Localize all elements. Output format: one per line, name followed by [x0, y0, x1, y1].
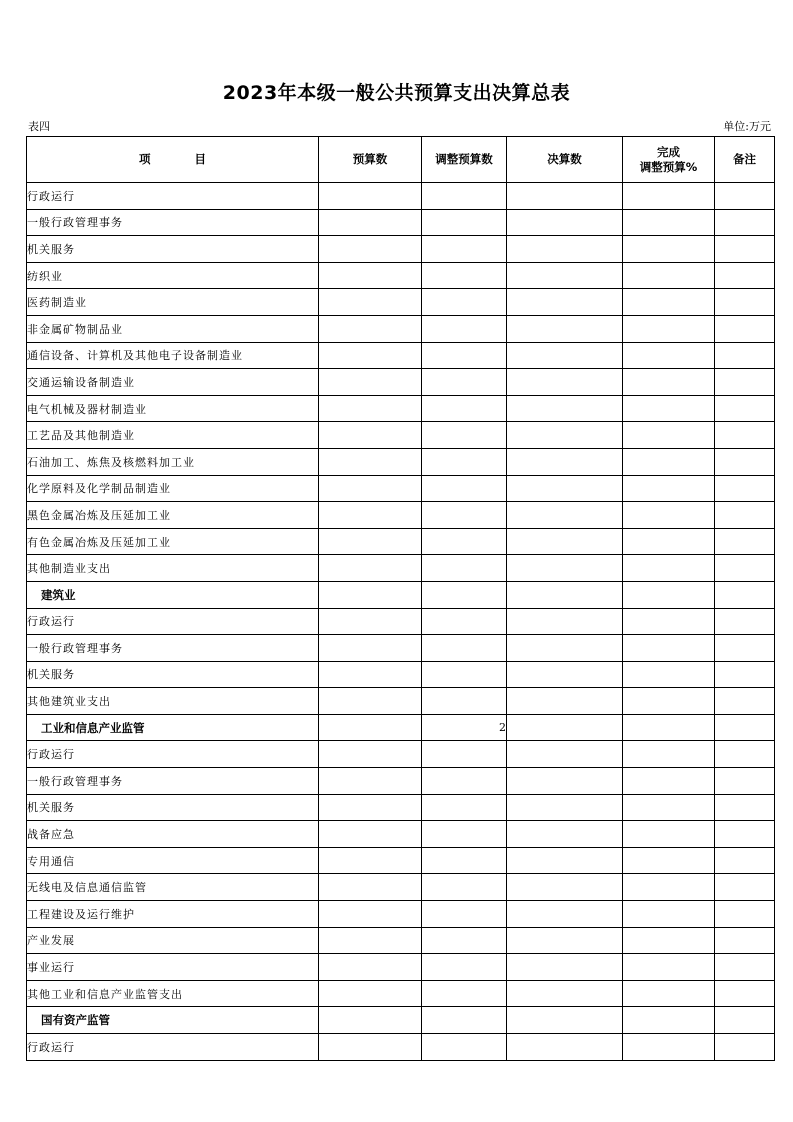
budget-cell	[319, 502, 422, 529]
completion-cell	[623, 183, 715, 210]
category-name: 工业和信息产业监管	[27, 714, 319, 741]
completion-cell	[623, 714, 715, 741]
completion-cell	[623, 741, 715, 768]
completion-cell	[623, 555, 715, 582]
table-row	[27, 741, 775, 768]
remarks-cell	[715, 901, 775, 928]
completion-cell	[623, 1007, 715, 1034]
item-name: 机关服务	[27, 794, 319, 821]
adjusted-budget-cell	[422, 794, 507, 821]
item-name: 一般行政管理事务	[27, 768, 319, 795]
remarks-cell	[715, 528, 775, 555]
budget-cell	[319, 608, 422, 635]
adjusted-budget-cell	[422, 1007, 507, 1034]
item-name: 其他建筑业支出	[27, 688, 319, 715]
budget-cell	[319, 475, 422, 502]
remarks-cell	[715, 369, 775, 396]
budget-cell	[319, 262, 422, 289]
remarks-cell	[715, 847, 775, 874]
budget-cell	[319, 688, 422, 715]
item-name: 专用通信	[27, 847, 319, 874]
adjusted-budget-cell	[422, 475, 507, 502]
item-name: 无线电及信息通信监管	[27, 874, 319, 901]
final-accounts-cell	[507, 635, 623, 662]
header-item-b: 目	[194, 152, 206, 166]
remarks-cell	[715, 821, 775, 848]
item-name: 工艺品及其他制造业	[27, 422, 319, 449]
final-accounts-cell	[507, 954, 623, 981]
completion-cell	[623, 980, 715, 1007]
final-accounts-cell	[507, 236, 623, 263]
final-accounts-cell	[507, 475, 623, 502]
adjusted-budget-cell	[422, 1034, 507, 1061]
remarks-cell	[715, 555, 775, 582]
table-row	[27, 954, 775, 981]
adjusted-budget-cell	[422, 688, 507, 715]
table-row	[27, 262, 775, 289]
final-accounts-cell	[507, 502, 623, 529]
completion-cell	[623, 794, 715, 821]
budget-cell	[319, 847, 422, 874]
final-accounts-cell	[507, 1034, 623, 1061]
table-row	[27, 236, 775, 263]
table-row	[27, 502, 775, 529]
final-accounts-cell	[507, 608, 623, 635]
final-accounts-cell	[507, 847, 623, 874]
budget-cell	[319, 422, 422, 449]
budget-cell	[319, 661, 422, 688]
table-row	[27, 395, 775, 422]
table-row	[27, 1034, 775, 1061]
remarks-cell	[715, 448, 775, 475]
table-row	[27, 608, 775, 635]
remarks-cell	[715, 954, 775, 981]
item-name: 化学原料及化学制品制造业	[27, 475, 319, 502]
budget-cell	[319, 183, 422, 210]
completion-cell	[623, 528, 715, 555]
completion-cell	[623, 236, 715, 263]
adjusted-budget-cell	[422, 741, 507, 768]
header-remarks: 备注	[715, 137, 775, 183]
item-name: 事业运行	[27, 954, 319, 981]
completion-cell	[623, 688, 715, 715]
final-accounts-cell	[507, 1007, 623, 1034]
adjusted-budget-cell	[422, 555, 507, 582]
adjusted-budget-cell	[422, 581, 507, 608]
table-row	[27, 315, 775, 342]
item-name: 交通运输设备制造业	[27, 369, 319, 396]
item-name: 有色金属冶炼及压延加工业	[27, 528, 319, 555]
completion-cell	[623, 1034, 715, 1061]
final-accounts-cell	[507, 289, 623, 316]
adjusted-budget-cell	[422, 369, 507, 396]
budget-cell	[319, 528, 422, 555]
item-name: 非金属矿物制品业	[27, 315, 319, 342]
table-header-row	[27, 137, 775, 183]
header-item	[27, 137, 319, 183]
table-row	[27, 874, 775, 901]
budget-cell	[319, 794, 422, 821]
table-row	[27, 847, 775, 874]
budget-cell	[319, 768, 422, 795]
final-accounts-cell	[507, 555, 623, 582]
final-accounts-cell	[507, 980, 623, 1007]
budget-cell	[319, 874, 422, 901]
category-row	[27, 1007, 775, 1034]
adjusted-budget-cell	[422, 502, 507, 529]
completion-cell	[623, 262, 715, 289]
adjusted-budget-cell	[422, 315, 507, 342]
final-accounts-cell	[507, 688, 623, 715]
remarks-cell	[715, 315, 775, 342]
final-accounts-cell	[507, 741, 623, 768]
budget-cell	[319, 741, 422, 768]
remarks-cell	[715, 262, 775, 289]
table-row	[27, 342, 775, 369]
remarks-cell	[715, 475, 775, 502]
table-row	[27, 475, 775, 502]
page-title: 2023年本级一般公共预算支出决算总表	[222, 82, 571, 104]
header-completion-line1: 完成	[657, 144, 680, 159]
final-accounts-cell	[507, 821, 623, 848]
adjusted-budget-cell	[422, 262, 507, 289]
final-accounts-cell	[507, 262, 623, 289]
item-name: 纺织业	[27, 262, 319, 289]
completion-cell	[623, 448, 715, 475]
table-row	[27, 448, 775, 475]
adjusted-budget-cell	[422, 209, 507, 236]
completion-cell	[623, 289, 715, 316]
item-name: 行政运行	[27, 1034, 319, 1061]
remarks-cell	[715, 794, 775, 821]
item-name: 医药制造业	[27, 289, 319, 316]
adjusted-budget-cell	[422, 821, 507, 848]
final-accounts-cell	[507, 342, 623, 369]
completion-cell	[623, 369, 715, 396]
table-row	[27, 422, 775, 449]
completion-cell	[623, 475, 715, 502]
final-accounts-cell	[507, 768, 623, 795]
final-accounts-cell	[507, 528, 623, 555]
category-name: 国有资产监管	[27, 1007, 319, 1034]
remarks-cell	[715, 342, 775, 369]
final-accounts-cell	[507, 209, 623, 236]
header-completion	[623, 137, 715, 183]
remarks-cell	[715, 1007, 775, 1034]
completion-cell	[623, 661, 715, 688]
table-row	[27, 635, 775, 662]
adjusted-budget-cell	[422, 927, 507, 954]
item-name: 黑色金属冶炼及压延加工业	[27, 502, 319, 529]
adjusted-budget-cell	[422, 980, 507, 1007]
final-accounts-cell	[507, 874, 623, 901]
adjusted-budget-cell	[422, 289, 507, 316]
item-name: 行政运行	[27, 741, 319, 768]
budget-cell	[319, 821, 422, 848]
final-accounts-cell	[507, 901, 623, 928]
completion-cell	[623, 821, 715, 848]
completion-cell	[623, 874, 715, 901]
budget-cell	[319, 448, 422, 475]
completion-cell	[623, 954, 715, 981]
remarks-cell	[715, 581, 775, 608]
item-name: 一般行政管理事务	[27, 209, 319, 236]
budget-cell	[319, 342, 422, 369]
item-name: 产业发展	[27, 927, 319, 954]
table-row	[27, 927, 775, 954]
completion-cell	[623, 315, 715, 342]
adjusted-budget-cell	[422, 236, 507, 263]
table-row	[27, 528, 775, 555]
remarks-cell	[715, 502, 775, 529]
budget-cell	[319, 581, 422, 608]
budget-cell	[319, 289, 422, 316]
header-adjusted-budget: 调整预算数	[422, 137, 507, 183]
final-accounts-cell	[507, 448, 623, 475]
adjusted-budget-cell	[422, 901, 507, 928]
header-final-accounts: 决算数	[507, 137, 623, 183]
remarks-cell	[715, 236, 775, 263]
remarks-cell	[715, 422, 775, 449]
adjusted-budget-cell	[422, 608, 507, 635]
item-name: 机关服务	[27, 236, 319, 263]
item-name: 一般行政管理事务	[27, 635, 319, 662]
item-name: 机关服务	[27, 661, 319, 688]
final-accounts-cell	[507, 395, 623, 422]
table-number: 表四	[28, 120, 50, 133]
budget-cell	[319, 1007, 422, 1034]
budget-cell	[319, 555, 422, 582]
remarks-cell	[715, 209, 775, 236]
completion-cell	[623, 581, 715, 608]
table-row	[27, 661, 775, 688]
remarks-cell	[715, 714, 775, 741]
remarks-cell	[715, 980, 775, 1007]
item-name: 其他制造业支出	[27, 555, 319, 582]
table-row	[27, 768, 775, 795]
budget-cell	[319, 635, 422, 662]
remarks-cell	[715, 635, 775, 662]
table-row	[27, 821, 775, 848]
expenditure-table	[26, 136, 775, 1061]
table-row	[27, 209, 775, 236]
final-accounts-cell	[507, 422, 623, 449]
adjusted-budget-cell	[422, 661, 507, 688]
header-completion-line2: 调整预算%	[639, 159, 698, 174]
item-name: 电气机械及器材制造业	[27, 395, 319, 422]
completion-cell	[623, 342, 715, 369]
item-name: 石油加工、炼焦及核燃料加工业	[27, 448, 319, 475]
budget-cell	[319, 901, 422, 928]
header-item-a: 项	[139, 152, 151, 166]
final-accounts-cell	[507, 661, 623, 688]
item-name: 战备应急	[27, 821, 319, 848]
completion-cell	[623, 395, 715, 422]
adjusted-budget-cell	[422, 422, 507, 449]
remarks-cell	[715, 608, 775, 635]
completion-cell	[623, 768, 715, 795]
adjusted-budget-cell	[422, 183, 507, 210]
remarks-cell	[715, 183, 775, 210]
budget-cell	[319, 714, 422, 741]
final-accounts-cell	[507, 927, 623, 954]
final-accounts-cell	[507, 714, 623, 741]
budget-cell	[319, 954, 422, 981]
table-row	[27, 901, 775, 928]
completion-cell	[623, 608, 715, 635]
budget-cell	[319, 315, 422, 342]
final-accounts-cell	[507, 794, 623, 821]
table-row	[27, 688, 775, 715]
category-row	[27, 581, 775, 608]
adjusted-budget-cell	[422, 635, 507, 662]
completion-cell	[623, 209, 715, 236]
remarks-cell	[715, 688, 775, 715]
final-accounts-cell	[507, 315, 623, 342]
category-row	[27, 714, 775, 741]
completion-cell	[623, 927, 715, 954]
budget-cell	[319, 1034, 422, 1061]
adjusted-budget-cell	[422, 954, 507, 981]
item-name: 行政运行	[27, 183, 319, 210]
remarks-cell	[715, 874, 775, 901]
remarks-cell	[715, 289, 775, 316]
budget-cell	[319, 369, 422, 396]
remarks-cell	[715, 741, 775, 768]
table-row	[27, 794, 775, 821]
unit-label: 单位:万元	[723, 120, 771, 133]
adjusted-budget-cell	[422, 395, 507, 422]
table-row	[27, 555, 775, 582]
remarks-cell	[715, 768, 775, 795]
table-row	[27, 289, 775, 316]
item-name: 行政运行	[27, 608, 319, 635]
completion-cell	[623, 635, 715, 662]
completion-cell	[623, 422, 715, 449]
remarks-cell	[715, 927, 775, 954]
category-name: 建筑业	[27, 581, 319, 608]
item-name: 通信设备、计算机及其他电子设备制造业	[27, 342, 319, 369]
header-budget: 预算数	[319, 137, 422, 183]
adjusted-budget-cell	[422, 847, 507, 874]
adjusted-budget-cell	[422, 448, 507, 475]
budget-cell	[319, 980, 422, 1007]
remarks-cell	[715, 395, 775, 422]
table-row	[27, 980, 775, 1007]
item-name: 其他工业和信息产业监管支出	[27, 980, 319, 1007]
final-accounts-cell	[507, 369, 623, 396]
final-accounts-cell	[507, 581, 623, 608]
budget-cell	[319, 395, 422, 422]
remarks-cell	[715, 1034, 775, 1061]
remarks-cell	[715, 661, 775, 688]
final-accounts-cell	[507, 183, 623, 210]
adjusted-budget-cell: 2	[422, 714, 507, 741]
item-name: 工程建设及运行维护	[27, 901, 319, 928]
adjusted-budget-cell	[422, 528, 507, 555]
budget-cell	[319, 236, 422, 263]
table-row	[27, 183, 775, 210]
completion-cell	[623, 901, 715, 928]
table-row	[27, 369, 775, 396]
adjusted-budget-cell	[422, 874, 507, 901]
budget-cell	[319, 209, 422, 236]
completion-cell	[623, 847, 715, 874]
completion-cell	[623, 502, 715, 529]
budget-cell	[319, 927, 422, 954]
adjusted-budget-cell	[422, 768, 507, 795]
adjusted-budget-cell	[422, 342, 507, 369]
